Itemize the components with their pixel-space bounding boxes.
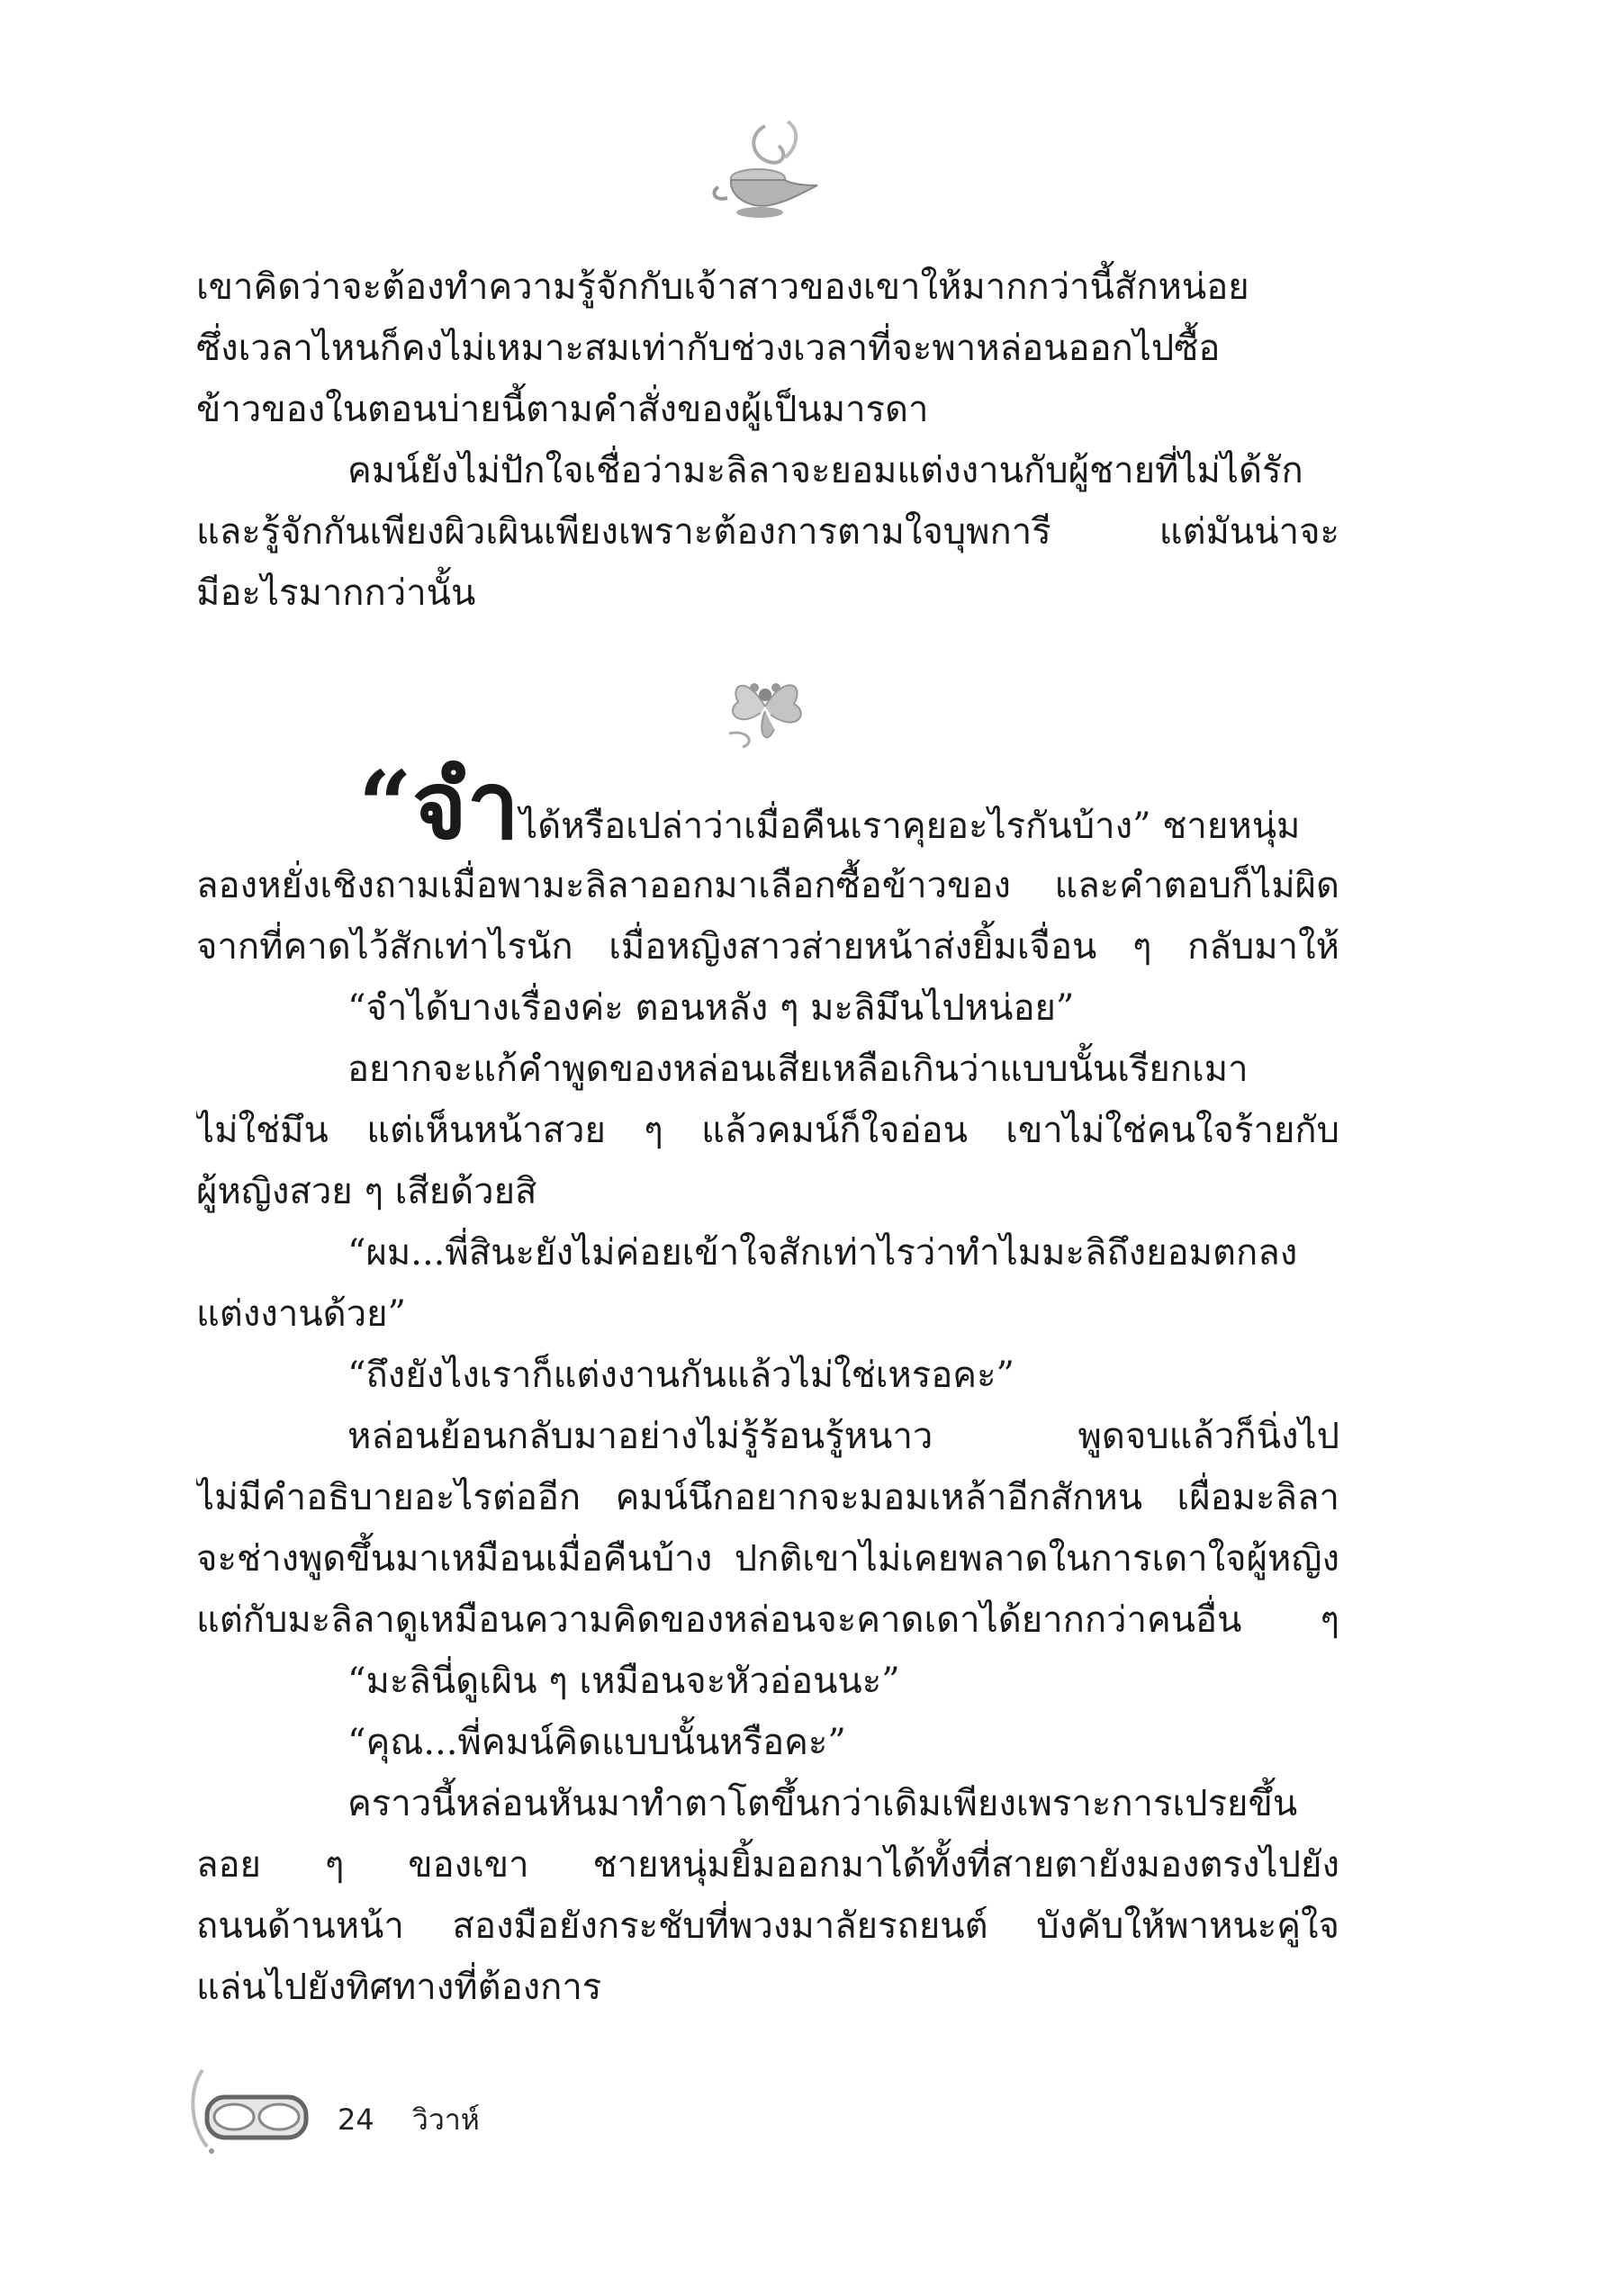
text-line: จากที่คาดไว้สักเท่าไรนัก เมื่อหญิงสาวส่ายหน้าส่งยิ้มเจื่อน ๆ กลับมาให้ xyxy=(196,926,1339,968)
text-line: มีอะไรมากกว่านั้น xyxy=(196,572,476,614)
page-number: 24 xyxy=(338,2102,374,2137)
dialogue-line: “คุณ...พี่คมน์คิดแบบนั้นหรือคะ” xyxy=(347,1722,846,1763)
dialogue-line: “มะลินี่ดูเผิน ๆ เหมือนจะหัวอ่อนนะ” xyxy=(347,1661,900,1702)
text-line: ไม่ใช่มึน แต่เห็นหน้าสวย ๆ แล้วคมน์ก็ใจอ่อน เขาไม่ใช่คนใจร้ายกับ xyxy=(196,1110,1339,1151)
paragraph-block-1 xyxy=(196,257,1339,624)
genie-lamp-icon xyxy=(702,108,828,234)
paragraph-block-2 xyxy=(196,756,1339,2018)
text-line: แล่นไปยังทิศทางที่ต้องการ xyxy=(196,1967,602,2008)
text-line: ไม่มีคำอธิบายอะไรต่ออีก คมน์นึกอยากจะมอมเหล้าอีกสักหน เผื่อมะลิลา xyxy=(196,1477,1339,1518)
text-line: จะช่างพูดขึ้นมาเหมือนเมื่อคืนบ้าง ปกติเขาไม่เคยพลาดในการเดาใจผู้หญิง xyxy=(196,1538,1339,1580)
text-line: เขาคิดว่าจะต้องทำความรู้จักกับเจ้าสาวของเขาให้มากกว่านี้สักหน่อย xyxy=(196,266,1249,308)
text-line: คมน์ยังไม่ปักใจเชื่อว่ามะลิลาจะยอมแต่งงานกับผู้ชายที่ไม่ได้รัก xyxy=(347,450,1303,491)
dialogue-line: “ผม...พี่สินะยังไม่ค่อยเข้าใจสักเท่าไรว่าทำไมมะลิถึงยอมตกลง xyxy=(347,1232,1298,1274)
goggles-icon xyxy=(185,2061,320,2160)
first-line-text: ได้หรือเปล่าว่าเมื่อคืนเราคุยอะไรกันบ้าง” ชายหนุ่ม xyxy=(519,806,1301,847)
text-line: ลองหยั่งเชิงถามเมื่อพามะลิลาออกมาเลือกซื้อข้าวของ และคำตอบก็ไม่ผิด xyxy=(196,865,1339,906)
text-line: คราวนี้หล่อนหันมาทำตาโตขึ้นกว่าเดิมเพียงเพราะการเปรยขึ้น xyxy=(347,1783,1298,1824)
text-line: หล่อนย้อนกลับมาอย่างไม่รู้ร้อนรู้หนาว พูดจบแล้วก็นิ่งไป xyxy=(347,1416,1339,1457)
text-line: ถนนด้านหน้า สองมือยังกระชับที่พวงมาลัยรถยนต์ บังคับให้พาหนะคู่ใจ xyxy=(196,1905,1339,1947)
dialogue-line: “จำได้บางเรื่องค่ะ ตอนหลัง ๆ มะลิมึนไปหน่อย” xyxy=(347,987,1075,1029)
text-line: ลอย ๆ ของเขา ชายหนุ่มยิ้มออกมาได้ทั้งที่สายตายังมองตรงไปยัง xyxy=(196,1844,1339,1886)
text-line: ซึ่งเวลาไหนก็คงไม่เหมาะสมเท่ากับช่วงเวลาที่จะพาหล่อนออกไปซื้อ xyxy=(196,328,1221,369)
page-footer xyxy=(338,2097,509,2143)
flower-icon xyxy=(711,657,819,756)
text-line: อยากจะแก้คำพูดของหล่อนเสียเหลือเกินว่าแบบนั้นเรียกเมา xyxy=(347,1049,1249,1090)
dialogue-line: “ถึงยังไงเราก็แต่งงานกันแล้วไม่ใช่เหรอคะ” xyxy=(347,1355,1014,1396)
text-line: และรู้จักกันเพียงผิวเผินเพียงเพราะต้องการตามใจบุพการี แต่มันน่าจะ xyxy=(196,511,1339,553)
book-title: วิวาห์ xyxy=(411,2102,480,2137)
text-line: ข้าวของในตอนบ่ายนี้ตามคำสั่งของผู้เป็นมารดา xyxy=(196,389,929,430)
text-line: แต่กับมะลิลาดูเหมือนความคิดของหล่อนจะคาดเดาได้ยากกว่าคนอื่น ๆ xyxy=(196,1599,1339,1641)
text-line: แต่งงานด้วย” xyxy=(196,1293,406,1335)
chapter-opening-line xyxy=(196,756,1339,855)
text-line: ผู้หญิงสวย ๆ เสียด้วยสิ xyxy=(196,1171,537,1212)
drop-cap: “จำ xyxy=(358,756,520,855)
